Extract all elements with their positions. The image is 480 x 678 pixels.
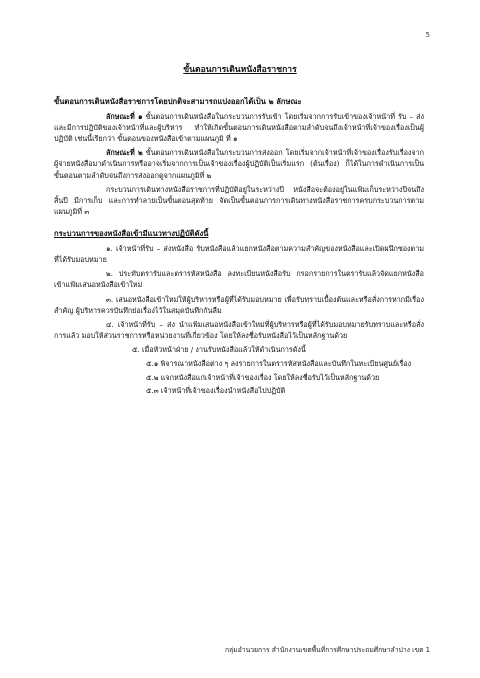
type2-paragraph bbox=[54, 147, 424, 180]
step-4: ๔. เจ้าหน้าที่รับ – ส่ง นำแฟ้มเสนอหนังสือเข้าใหม่ที่ผู้บริหารหรือผู้ที่ได้รับมอบหมายรับทราบและหรือสั่งการแล้ว มอบให้ส่วนราชการหรือหน่วยงานที่เกี่ยวข้อง โดยให้ลงชื่อรับหนังสือไว้เป็นหลักฐานด้วย bbox=[54, 319, 424, 341]
step-1: ๑. เจ้าหน้าที่รับ – ส่งหนังสือ รับหนังสือแล้วแยกหนังสือตามความสำคัญของหนังสือและเปิดผนึกซองตามที่ได้รับมอบหมาย bbox=[54, 243, 424, 265]
step-3: ๓. เสนอหนังสือเข้าใหม่ให้ผู้บริหารหรือผู้ที่ได้รับมอบหมาย เพื่อรับทราบเบื้องต้นและหรือสั่งการหากมีเรื่องสำคัญ ผู้บริหารควรบันทึกย่อเรื่องไว้ในสมุดบันทึกกันลืม bbox=[54, 294, 424, 315]
step-2: ๒. ประทับตรารับและตรารหัสหนังสือ ลงทะเบียนหนังสือรับ กรอกรายการในตรารับแล้วจัดแยกหนังสือเข้าแฟ้มเสนอหนังสือเข้าใหม่ bbox=[54, 269, 424, 290]
type1-paragraph bbox=[54, 111, 424, 144]
document-body bbox=[54, 96, 424, 398]
type2-label: ลักษณะที่ ๒ bbox=[106, 148, 143, 158]
page-title: ขั้นตอนการเดินหนังสือราชการ bbox=[183, 65, 297, 75]
section-gap bbox=[54, 220, 424, 228]
page-number: 5 bbox=[425, 31, 430, 39]
step-5-3: ๕.๓ เจ้าหน้าที่เจ้าของเรื่องนำหนังสือไปปฏิบัติ bbox=[146, 385, 286, 395]
type2-text: ขั้นตอนการเดินหนังสือในกระบวนการส่งออก โดยเริ่มจากเจ้าหน้าที่เจ้าของเรื่องรับเรื่องจากผู้จ่ายหนังสือมาดำเนินการหรืออาจเริ่มจากการเป็นเจ้าของเรื่องผู้ปฏิบัติเป็นเริ่มแรก (ต้นเรื่อง) ก็ได้ในการดำเนินการเป็นขั้นตอนตามลำดับจนถึงการส่งออกดูจากแผนภูมิที่ ๒ bbox=[54, 148, 424, 180]
step-5: ๕. เมื่อหัวหน้าฝ่าย / งานรับหนังสือแล้วให้ดำเนินการดังนี้ bbox=[132, 345, 306, 355]
type1-label: ลักษณะที่ ๑ bbox=[106, 111, 143, 121]
step-5-2: ๕.๒ แจกหนังสือแก่เจ้าหน้าที่เจ้าของเรื่อง โดยให้ลงชื่อรับไว้เป็นหลักฐานด้วย bbox=[146, 372, 380, 382]
page-footer: กลุ่มอำนวยการ สำนักงานเขตพื้นที่การศึกษาประถมศึกษาลำปาง เขต 1 bbox=[224, 646, 430, 655]
section2-heading: กระบวนการของหนังสือเข้ามีแนวทางปฏิบัติดังนี้ bbox=[54, 229, 209, 239]
type1-text: ขั้นตอนการเดินหนังสือในกระบวนการรับเข้า โดยเริ่มจากการรับเข้าของเจ้าหน้าที่ รับ – ส่ง และมีการปฏิบัติของเจ้าหน้าที่และผู้บริหาร ทำให้เกิดขั้นตอนการเดินหนังสือตามลำดับจนถึงเจ้าหน้าที่เจ้าของเรื่องเป็นผู้ปฏิบัติ เช่นนี้เรียกว่า ขั้นตอนของหนังสือเข้าตามแผนภูมิ ที่ ๑ bbox=[54, 111, 425, 144]
process-paragraph: กระบวนการเดินทางหนังสือราชการที่ปฏิบัติอยู่ในระหว่างปี หนังสือจะต้องอยู่ในแฟ้มเก็บระหว่างปีจนถึงสิ้นปี มีการเก็บ และการทำลายเป็นขั้นตอนสุดท้าย จัดเป็นขั้นตอนการการเดินทางหนังสือราชการครบกระบวนการตามแผนภูมิที่ ๓ bbox=[54, 184, 424, 217]
section1-heading: ขั้นตอนการเดินหนังสือราชการโดยปกติจะสามารถแบ่งออกได้เป็น ๒ ลักษณะ bbox=[54, 97, 302, 106]
step-5-1: ๕.๑ พิจารณาหนังสือต่าง ๆ ลงรายการในตรารหัสหนังสือและบันทึกในทะเบียนศูนย์เรื่อง bbox=[146, 359, 412, 369]
